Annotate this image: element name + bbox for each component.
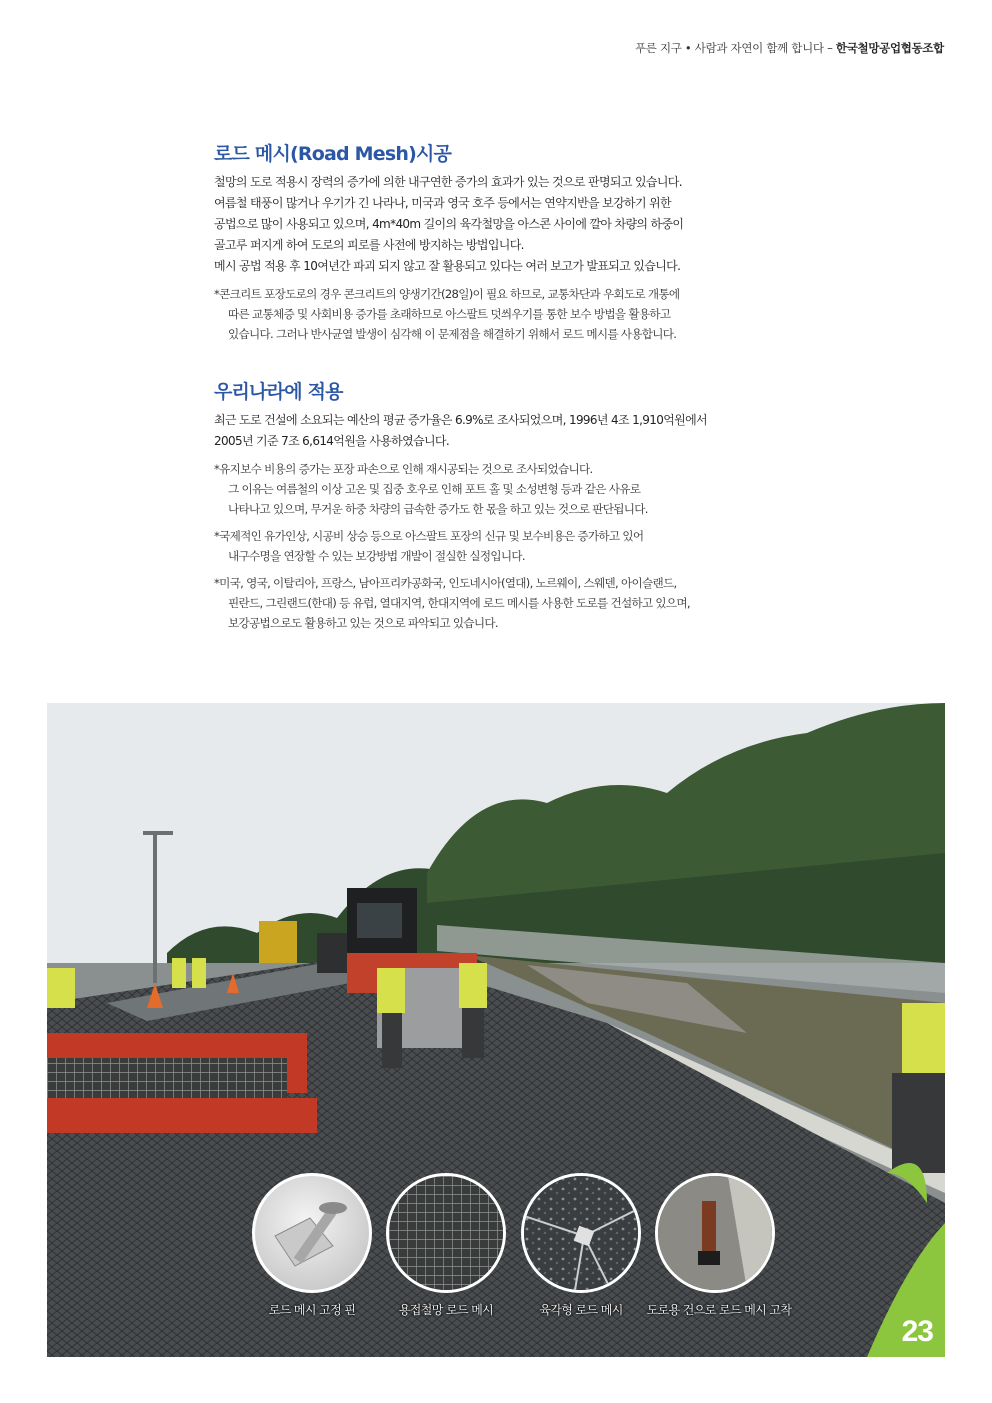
circle-hex-mesh [521,1173,641,1293]
section-road-mesh [214,142,798,344]
note-line: 핀란드, 그린랜드(한대) 등 유럽, 열대지역, 한대지역에 로드 메시를 사용한 도로를 건설하고 있으며, [228,596,690,610]
page-header [635,40,944,56]
note-line: 있습니다. 그러나 반사균열 발생이 심각해 이 문제점을 해결하기 위해서 로드 메시를 사용합니다. [228,327,677,341]
header-org: 한국철망공업협동조합 [835,41,944,55]
caption-hex-mesh: 육각형 로드 메시 [539,1303,623,1317]
welded-mesh-icon [389,1176,506,1293]
pin-icon [255,1176,372,1293]
body-line: 여름철 태풍이 많거나 우기가 긴 나라나, 미국과 영국 호주 등에서는 연약지반을 보강하기 위한 [214,196,671,210]
circle-fixing-pin [252,1173,372,1293]
page-number: 23 [901,1315,933,1348]
caption-gun-fixing: 도로용 건으로 로드 메시 고착 [646,1303,792,1317]
circle-welded-mesh [386,1173,506,1293]
road-construction-photo [47,703,945,1357]
body-line: 최근 도로 건설에 소요되는 예산의 평균 증가율은 6.9%로 조사되었으며, 1996년 4조 1,910억원에서 [214,413,707,427]
circle-gun-fixing [655,1173,775,1293]
note-block [214,459,798,519]
note-line: 나타나고 있으며, 무거운 하중 차량의 급속한 증가도 한 몫을 하고 있는 것으로 판단됩니다. [228,502,648,516]
body-line: 2005년 기준 7조 6,614억원을 사용하였습니다. [214,434,450,448]
note-line: 보강공법으로도 활용하고 있는 것으로 파악되고 있습니다. [228,616,498,630]
note-line: 그 이유는 여름철의 이상 고온 및 집중 호우로 인해 포트 홀 및 소성변형 등과 같은 사유로 [228,482,641,496]
note-line: 내구수명을 연장할 수 있는 보강방법 개발이 절실한 실정입니다. [228,549,525,563]
note-line: *유지보수 비용의 증가는 포장 파손으로 인해 재시공되는 것으로 조사되었습니다. [214,462,593,476]
note-block [214,284,798,344]
header-slogan: 푸른 지구 • 사람과 자연이 함께 합니다 – [634,41,833,55]
caption-welded-mesh: 용접철망 로드 메시 [398,1303,494,1317]
note-line: *국제적인 유가인상, 시공비 상승 등으로 아스팔트 포장의 신규 및 보수비용은 증가하고 있어 [214,529,644,543]
body-line: 공법으로 많이 사용되고 있으며, 4m*40m 길이의 육각철망을 아스콘 사이에 깔아 차량의 하중이 [214,217,684,231]
section-korea [214,380,798,633]
nail-gun-icon [658,1176,775,1293]
note-line: *콘크리트 포장도로의 경우 콘크리트의 양생기간(28일)이 필요 하므로, 교통차단과 우회도로 개통에 [214,287,680,301]
note-block [214,573,798,633]
hex-mesh-icon [524,1176,641,1293]
body-line: 골고루 퍼지게 하여 도로의 피로를 사전에 방지하는 방법입니다. [214,238,524,252]
note-line: 따른 교통체증 및 사회비용 증가를 초래하므로 아스팔트 덧씌우기를 통한 보수 방법을 활용하고 [228,307,671,321]
body-line: 메시 공법 적용 후 10여년간 파괴 되지 않고 잘 활용되고 있다는 여러 보고가 발표되고 있습니다. [214,259,681,273]
note-block [214,526,798,566]
section-title: 로드 메시(Road Mesh)시공 [214,143,452,165]
section-title: 우리나라에 적용 [214,381,343,403]
caption-fixing-pin: 로드 메시 고정 핀 [268,1303,356,1317]
note-line: *미국, 영국, 이탈리아, 프랑스, 남아프리카공화국, 인도네시아(열대), 노르웨이, 스웨덴, 아이슬랜드, [214,576,677,590]
body-line: 철망의 도로 적용시 장력의 증가에 의한 내구연한 증가의 효과가 있는 것으로 판명되고 있습니다. [214,175,682,189]
